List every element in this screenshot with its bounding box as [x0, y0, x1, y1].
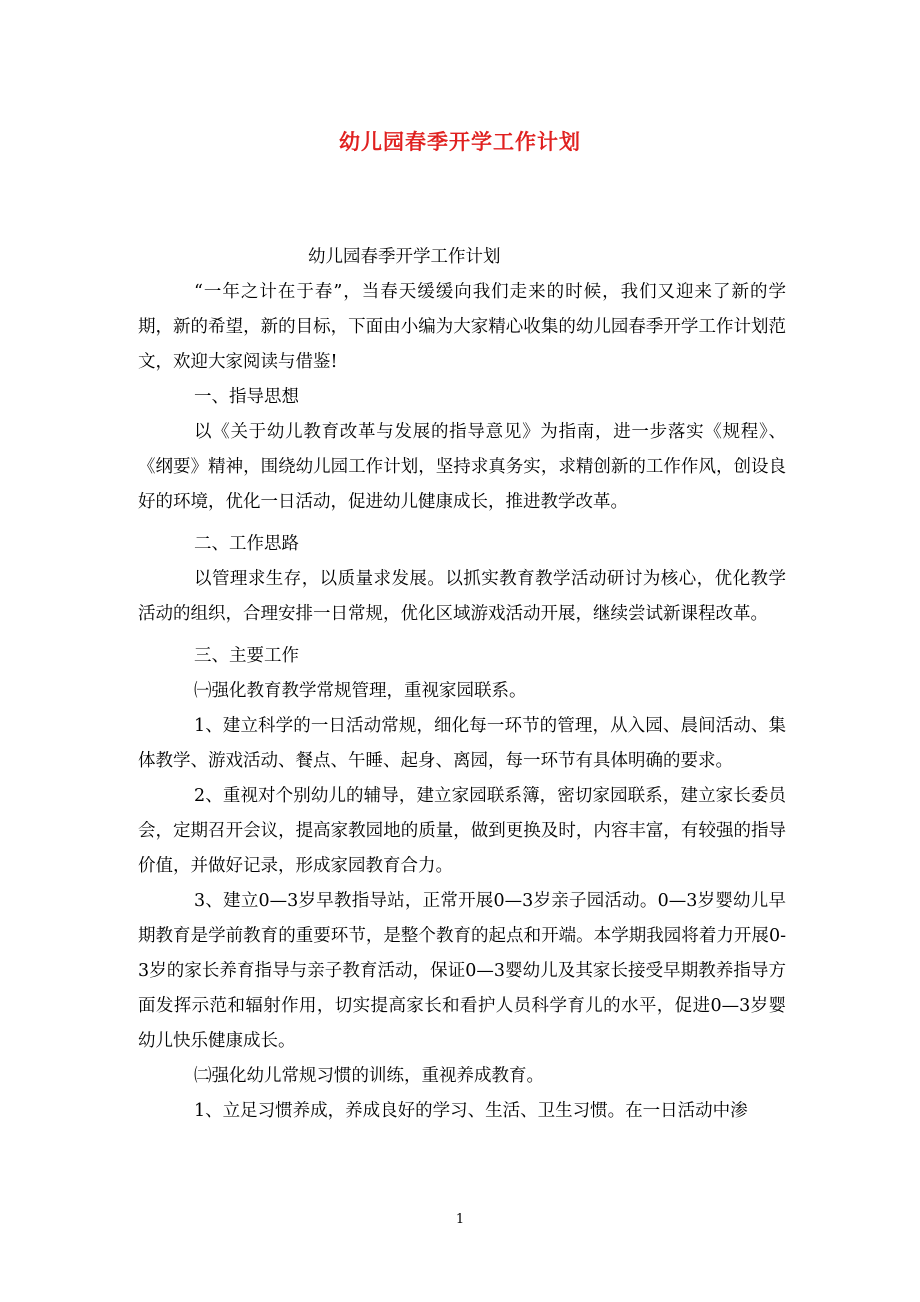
document-body [138, 240, 786, 1129]
section-heading-work-ideas: 二、工作思路 [194, 534, 299, 554]
list-item-paragraph: 1、立足习惯养成，养成良好的学习、生活、卫生习惯。在一日活动中渗 [194, 1101, 748, 1121]
document-title: 幼儿园春季开学工作计划 [339, 129, 581, 154]
page-number: 1 [455, 1212, 465, 1227]
subsection-heading-1: ㈠强化教育教学常规管理，重视家园联系。 [194, 681, 527, 701]
list-item-paragraph: 1、建立科学的一日活动常规，细化每一环节的管理，从入园、晨间活动、集体教学、游戏活动、餐点、午睡、起身、离园，每一环节有具体明确的要求。 [138, 716, 786, 771]
work-ideas-paragraph: 以管理求生存，以质量求发展。以抓实教育教学活动研讨为核心，优化教学活动的组织，合理安排一日常规，优化区域游戏活动开展，继续尝试新课程改革。 [138, 569, 786, 624]
guiding-ideology-paragraph: 以《关于幼儿教育改革与发展的指导意见》为指南，进一步落实《规程》、《纲要》精神，围绕幼儿园工作计划，坚持求真务实，求精创新的工作作风，创设良好的环境，优化一日活动，促进幼儿健康成长，推进教学改革。 [138, 422, 786, 512]
section-heading-main-work: 三、主要工作 [194, 646, 299, 666]
section-heading-guiding-ideology: 一、指导思想 [194, 387, 299, 407]
list-item-paragraph: 3、建立0—3岁早教指导站，正常开展0—3岁亲子园活动。0—3岁婴幼儿早期教育是学前教育的重要环节，是整个教育的起点和开端。本学期我园将着力开展0-3岁的家长养育指导与亲子教育活动，保证0—3婴幼儿及其家长接受早期教养指导方面发挥示范和辐射作用，切实提高家长和看护人员科学育儿的水平，促进0—3岁婴幼儿快乐健康成长。 [138, 891, 786, 1051]
list-item-paragraph: 2、重视对个别幼儿的辅导，建立家园联系簿，密切家园联系，建立家长委员会，定期召开会议，提高家教园地的质量，做到更换及时，内容丰富，有较强的指导价值，并做好记录，形成家园教育合力。 [138, 786, 786, 876]
document-subtitle: 幼儿园春季开学工作计划 [308, 247, 501, 267]
intro-paragraph: “一年之计在于春”，当春天缓缓向我们走来的时候，我们又迎来了新的学期，新的希望，新的目标，下面由小编为大家精心收集的幼儿园春季开学工作计划范文，欢迎大家阅读与借鉴! [138, 282, 786, 372]
subsection-heading-2: ㈡强化幼儿常规习惯的训练，重视养成教育。 [194, 1066, 544, 1086]
